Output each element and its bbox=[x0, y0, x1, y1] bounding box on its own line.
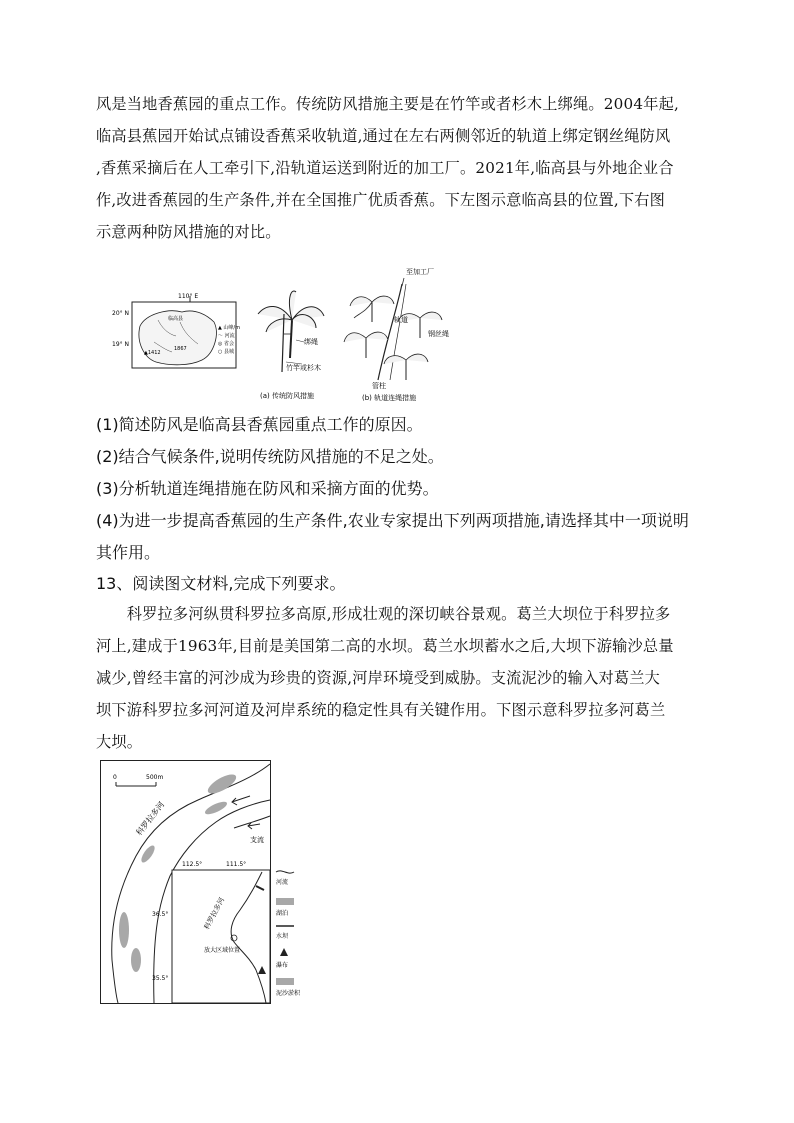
map-peak-label: 1867 bbox=[174, 346, 187, 352]
passage-2-line: 减少,曾经丰富的河沙成为珍贵的资源,河岸环境受到威胁。支流泥沙的输入对葛兰大 bbox=[96, 669, 661, 687]
legend-lake: 湖泊 bbox=[276, 910, 289, 917]
passage-2-line: 河上,建成于1963年,目前是美国第二高的水坝。葛兰水坝蓄水之后,大坝下游输沙总量 bbox=[96, 637, 674, 655]
wire-label: 钢丝绳 bbox=[428, 330, 449, 338]
map-place-label: 临高县 bbox=[168, 316, 184, 322]
inset-lat-top: 36.5° bbox=[152, 911, 169, 918]
legend-sediment: 泥沙淤积 bbox=[276, 990, 301, 997]
passage-1-line: 临高县蕉园开始试点铺设香蕉采收轨道,通过在左右两侧邻近的轨道上绑定钢丝绳防风 bbox=[96, 127, 671, 145]
passage-1 bbox=[96, 88, 696, 248]
question-2: (2)结合气候条件,说明传统防风措施的不足之处。 bbox=[96, 447, 444, 466]
banana-trunk bbox=[290, 320, 292, 358]
sediment-patch bbox=[131, 948, 141, 972]
passage-1-line: ,香蕉采摘后在人工牵引下,沿轨道运送到附近的加工厂。2021年,临高县与外地企业合 bbox=[96, 159, 674, 177]
passage-1-line: 作,改进香蕉园的生产条件,并在全国推广优质香蕉。下左图示意临高县的位置,下右图 bbox=[96, 191, 666, 209]
passage-2-line: 大坝。 bbox=[96, 733, 143, 751]
river-name-label: 科罗拉多河 bbox=[134, 800, 167, 838]
question-4-cont: 其作用。 bbox=[96, 543, 161, 562]
figure-1-svg bbox=[110, 262, 470, 404]
rope-label: 绑绳 bbox=[304, 338, 318, 346]
post-label: 管柱 bbox=[372, 382, 386, 390]
map-legend-item: 〜 河流 bbox=[218, 333, 235, 339]
sediment-patch bbox=[119, 912, 129, 948]
legend-river-symbol bbox=[276, 871, 294, 873]
passage-2-line: 坝下游科罗拉多河河道及河岸系统的稳定性具有关键作用。下图示意科罗拉多河葛兰 bbox=[96, 701, 666, 719]
scale-500: 500m bbox=[146, 774, 164, 781]
legend-lake-symbol bbox=[276, 898, 294, 905]
caption-b: (b) 轨道连绳措施 bbox=[362, 394, 417, 402]
map-legend-item: ○ 县城 bbox=[218, 349, 234, 355]
legend-waterfall: 瀑布 bbox=[276, 962, 289, 969]
inset-lon-left: 112.5° bbox=[182, 861, 203, 868]
rail-windbreak-drawing bbox=[344, 267, 449, 402]
scale-zero: 0 bbox=[113, 774, 117, 781]
hainan-location-map bbox=[112, 293, 240, 368]
passage-1-line: 风是当地香蕉园的重点工作。传统防风措施主要是在竹竿或者杉木上绑绳。2004年起, bbox=[96, 95, 680, 113]
inset-lon-right: 111.5° bbox=[226, 861, 247, 868]
legend-sediment-symbol bbox=[276, 978, 294, 985]
legend-dam: 水坝 bbox=[276, 933, 289, 940]
map-lat20-label: 20° N bbox=[112, 310, 130, 317]
caption-a: (a) 传统防风措施 bbox=[260, 392, 314, 400]
tributary-label: 支流 bbox=[250, 836, 264, 844]
map-lat19-label: 19° N bbox=[112, 341, 130, 348]
question-1: (1)简述防风是临高县香蕉园重点工作的原因。 bbox=[96, 415, 423, 434]
figure-glen-canyon-dam bbox=[100, 760, 310, 1010]
figure-2-legend bbox=[276, 871, 301, 997]
inset-river-name: 科罗拉多河 bbox=[202, 896, 227, 931]
map-longitude-label: 110° E bbox=[178, 293, 199, 300]
question-3: (3)分析轨道连绳措施在防风和采摘方面的优势。 bbox=[96, 479, 439, 498]
question-13-heading: 13、阅读图文材料,完成下列要求。 bbox=[96, 574, 346, 593]
inset-lat-bottom: 35.5° bbox=[152, 975, 169, 982]
pole-label: 竹竿或杉木 bbox=[286, 364, 321, 372]
figure-2-svg bbox=[100, 760, 310, 1010]
passage-2-line: 科罗拉多河纵贯科罗拉多高原,形成壮观的深切峡谷景观。葛兰大坝位于科罗拉多 bbox=[96, 605, 671, 623]
question-4: (4)为进一步提高香蕉园的生产条件,农业专家提出下列两项措施,请选择其中一项说明 bbox=[96, 511, 689, 530]
legend-river: 河流 bbox=[276, 879, 289, 886]
factory-label: 至加工厂 bbox=[406, 268, 434, 276]
passage-1-line: 示意两种防风措施的对比。 bbox=[96, 223, 281, 241]
track-label: 轨道 bbox=[394, 316, 408, 324]
passage-2 bbox=[96, 598, 696, 758]
inset-area-label: 放大区域位置 bbox=[204, 947, 241, 954]
map-peak2-label: ▲1412 bbox=[144, 350, 161, 356]
figure-banana-windbreak bbox=[110, 262, 470, 404]
legend-waterfall-symbol bbox=[280, 948, 288, 956]
traditional-windbreak-drawing bbox=[258, 291, 324, 400]
map-legend-item: ◎ 省会 bbox=[218, 341, 234, 347]
map-legend-item: ▲ 山峰/m bbox=[218, 325, 240, 331]
